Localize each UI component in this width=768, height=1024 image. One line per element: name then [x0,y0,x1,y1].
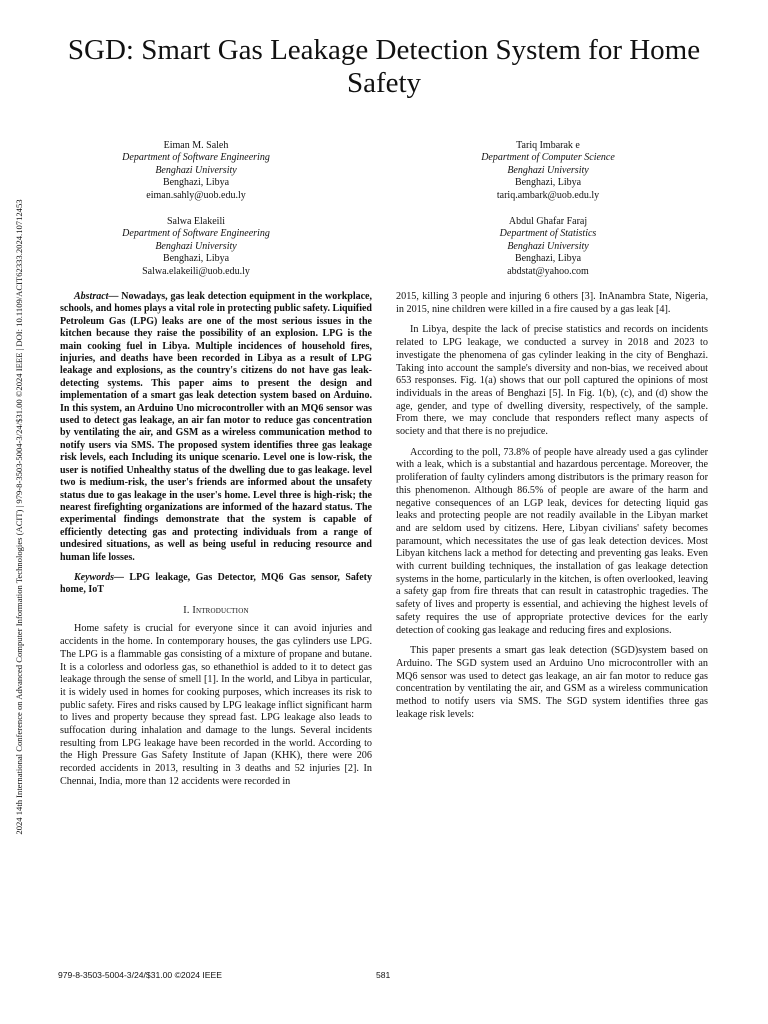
author-university: Benghazi University [155,240,237,252]
author-email: Salwa.elakeili@uob.edu.ly [142,265,250,277]
section-heading [60,605,372,618]
author-email: abdstat@yahoo.com [507,265,589,277]
author-name: Abdul Ghafar Faraj [508,216,588,227]
left-column [60,291,372,797]
author-city: Benghazi, Libya [162,253,230,265]
abstract [60,291,372,564]
author-name: Tariq Imbarak e [516,140,580,151]
abstract-lead: Abstract— [74,291,119,302]
author-department: Department of Computer Science [481,152,615,164]
keywords [60,572,372,597]
keywords-lead: Keywords— [74,571,124,583]
author-department: Department of Software Engineering [122,152,270,164]
author-block [66,140,326,202]
author-block [66,216,326,278]
section-number: I. [183,604,190,616]
section-title: Introduction [192,604,249,616]
author-university: Benghazi University [155,164,237,176]
page-number: 581 [376,970,391,980]
author-block [418,216,678,278]
author-name: Eiman M. Saleh [163,140,229,151]
author-city: Benghazi, Libya [514,177,582,189]
keywords-text: LPG leakage, Gas Detector, MQ6 Gas sensor, Safety home, IoT [60,571,372,596]
paragraph: In Libya, despite the lack of precise statistics and records on incidents related to LPG leakage, we conducted a survey in 2018 and 2023 to investigate the phenomena of gas cylinder leaking in the city of Benghazi. Taking into account the sample's diversity and non-bias, we received about 653 responses. Fig. 1(a) shows that our poll captured the opinions of most individuals in the areas of Benghazi [5]. In Fig. 1(b), (c), and (d) show the age, gender, and type of dwelling diversity, respectively, of the sample. From there, we may conclude that responders reflect many aspects of society and that there is no prejudice. [396,324,708,438]
paper-title: SGD: Smart Gas Leakage Detection System for Home Safety [67,34,701,99]
footer-copyright: 979-8-3503-5004-3/24/$31.00 ©2024 IEEE [58,970,223,980]
author-department: Department of Software Engineering [122,228,270,240]
paragraph: 2015, killing 3 people and injuring 6 others [3]. InAnambra State, Nigeria, in 2015, nine children were killed in a fire caused by a gas leak [4]. [396,291,708,315]
author-city: Benghazi, Libya [514,253,582,265]
author-email: eiman.sahly@uob.edu.ly [146,189,246,201]
author-department: Department of Statistics [499,228,597,240]
right-column [396,291,708,730]
author-city: Benghazi, Libya [162,177,230,189]
paragraph: This paper presents a smart gas leak detection (SGD)system based on Arduino. The SGD system used an Arduino Uno microcontroller with an MQ6 sensor was used to detect gas leakage, an air fan motor to reduce gas concentration by ventilating the air, and GSM as a wireless communication method to notify users via SMS. The SGD system identifies three gas leakage risk levels: [396,645,708,720]
sidebar-citation: 2024 14th International Conference on Advanced Computer Information Technologies (ACIT) | 979-8-3503-5004-3/24/$31.00 ©2024 IEEE | DOI: 10.1109/ACIT62333.2024.10712453 [14,199,24,835]
author-email: tariq.ambark@uob.edu.ly [496,189,600,201]
author-block [418,140,678,202]
paragraph: According to the poll, 73.8% of people have already used a gas cylinder with a leak, which is a substantial and hazardous percentage. Moreover, the proliferation of faulty cylinders among distributors is the primary reason for this phenomenon. Although 86.5% of people are aware of the harm and negative consequences of an LGP leak, devices for detecting liquid gas leaks and protecting people are not readily available in the Libyan market and are seldom used by citizens. Here, Libyan civilians' safety becomes paramount, which necessitates the use of gas leak detection devices. Most Libyan kitchens lack a method for detecting and preventing gas leaks. Even with current building techniques, the installation of gas leakage detection systems in the home, particularly in the kitchen, is often overlooked, leaving a safety gap from fire threats that can result in catastrophic tragedies. The safety of lives and property is essential, and achieving the highest levels of safety requires the use of appropriate protective devices for the early detection of cooking gas leakage and reducing fires and explosions. [396,446,708,636]
author-name: Salwa Elakeili [166,216,226,227]
author-university: Benghazi University [507,240,589,252]
paragraph: Home safety is crucial for everyone since it can avoid injuries and accidents in the home. In contemporary houses, the gas cylinders use LPG. The LPG is a flammable gas consisting of a mixture of propane and butane. It is a colorless and odorless gas, so ethanethiol is added to it to detect gas leakage through the sense of smell [1]. In the world, and Libya in particular, it is widely used in homes for cooking purposes, which increases its risk to public safety. Fires and risks caused by LPG leakage inflict significant harm to lives and property because they spread fast. LPG leakage also leads to suffocation during inhalation and damage to the lungs. Several incidents resulting from LPG leakage have been recorded in the world. According to the High Pressure Gas Safety Institute of Japan (KHK), there were 206 recorded accidents in 2013, resulting in 3 deaths and 52 injuries [2]. In Chennai, India, more than 12 accidents were recorded in [60,623,372,787]
abstract-text: Nowadays, gas leak detection equipment in the workplace, schools, and homes plays a vital role in protecting public safety. Liquified Petroleum Gas (LPG) leaks are one of the most serious issues in the kitchen because they raise the possibility of an explosion. LPG is the main cooking fuel in Libya. Multiple incidences of household fires, injuries, and deaths have been recorded in Libya as a result of LPG leakage and explosions, as the country's citizens do not have gas leak-detecting systems. This paper aims to present the design and implementation of a smart gas leak detection system based on Arduino. In this system, an Arduino Uno microcontroller with an MQ6 sensor was used to detect gas leakage, an air fan motor to reduce gas concentration by ventilating the air, and GSM as a wireless communication method to notify users via SMS. The proposed system identifies three gas leakage risk levels, each Including its unique scenario. Level one is low-risk, the user is notified Unhealthy status of the dwelling due to gas leakage. level two is medium-risk, the user's friends are informed about the unsafety status due to gas leakage in the user's home. Level three is high-risk; the nearest firefighting organizations are informed of the hazard status. The experimental findings demonstrate that the system is capable of efficiently detecting gas and protecting individuals from a range of undesired situations, as well as being useful in reducing resource and human life losses. [60,291,372,563]
page-footer [58,970,708,980]
author-university: Benghazi University [507,164,589,176]
